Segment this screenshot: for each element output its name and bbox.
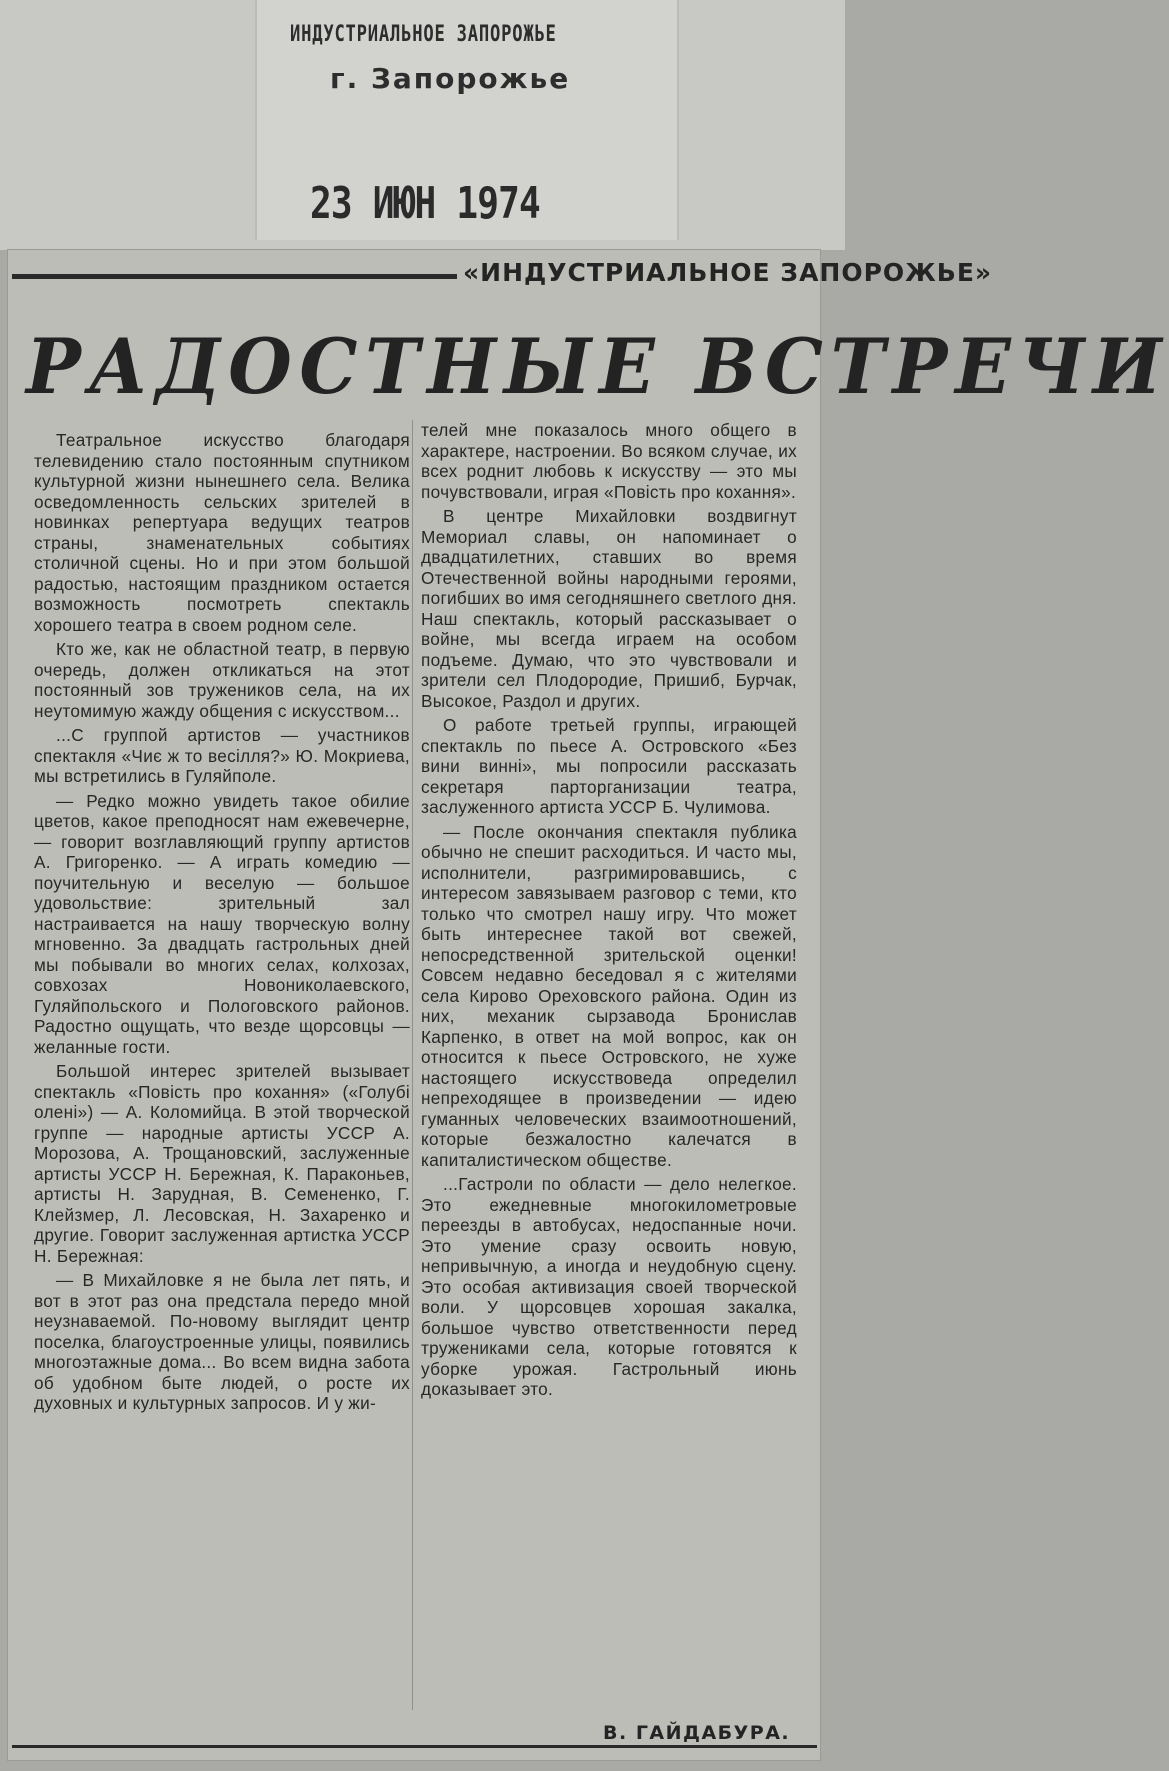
paragraph: Театральное искусство благодаря телевидению стало постоянным спутником культурной жизни нынешнего села. Велика осведомленность сельских зрителей в новинках репертуара ведущих театров страны, знаменательных событиях столичной сцены. Но и при этом большой радостью, настоящим праздником остается возможность посмотреть спектакль хорошего театра в своем родном селе.: [34, 430, 410, 635]
stamp-city: г. Запорожье: [330, 62, 571, 95]
paragraph: ...Гастроли по области — дело нелегкое. Это ежедневные многокилометровые переезды в автобусах, недоспанные ночи. Это умение сразу освоить новую, непривычную, а иногда и неудобную сцену. Это особая активизация своей творческой воли. У щорсовцев хорошая закалка, большое чувство ответственности перед тружениками села, которые готовятся к уборке урожая. Гастрольный июнь доказывает это.: [421, 1174, 797, 1399]
paragraph: Кто же, как не областной театр, в первую очередь, должен откликаться на этот постоянный зов тружеников села, на их неутомимую жажду общения с искусством...: [34, 639, 410, 721]
newspaper-clipping: [8, 250, 1169, 1760]
date-stamp: 23 ИЮН 1974: [310, 178, 540, 229]
article-column-right: [421, 420, 797, 1404]
stamp-newspaper-name: ИНДУСТРИАЛЬНОЕ ЗАПОРОЖЬЕ: [290, 22, 557, 47]
paragraph: телей мне показалось много общего в характере, настроении. Во всяком случае, их всех роднит любовь к искусству — это мы почувствовали, играя «Повість про кохання».: [421, 420, 797, 502]
column-divider: [412, 420, 413, 1710]
paragraph: — Редко можно увидеть такое обилие цветов, какое преподносят нам ежевечерне, — говорит возглавляющий группу артистов А. Григоренко. — А играть комедию — поучительную и веселую — большое удовольствие: зрительный зал настраивается на нашу творческую волну мгновенно. За двадцать гастрольных дней мы побывали во многих селах, колхозах, совхозах Новониколаевского, Гуляйпольского и Пологовского районов. Радостно ощущать, что везде щорсовцы — желанные гости.: [34, 790, 410, 1057]
paragraph: — В Михайловке я не была лет пять, и вот в этот раз она предстала передо мной неузнаваемой. По-новому выглядит центр поселка, благоустроенные улицы, появились многоэтажные дома... Во всем видна забота об удобном быте людей, о росте их духовных и культурных запросов. И у жи-: [34, 1270, 410, 1413]
author-signature: В. ГАЙДАБУРА.: [603, 1722, 791, 1744]
paragraph: В центре Михайловки воздвигнут Мемориал славы, он напоминает о двадцатилетних, ставших во время Отечественной войны народными героями, погибших во имя сегодняшнего светлого дня. Наш спектакль, который рассказывает о войне, мы всегда играем на особом подъеме. Думаю, что это чувствовали и зрители сел Плодородие, Пришиб, Бурчак, Высокое, Раздол и других.: [421, 506, 797, 711]
paragraph: Большой интерес зрителей вызывает спектакль «Повість про кохання» («Голубі олені») — А. Коломийца. В этой творческой группе — народные артисты УССР А. Морозова, А. Трощановский, заслуженные артисты УССР Н. Бережная, К. Параконьев, артисты Н. Зарудная, В. Семененко, Г. Клейзмер, Л. Лесовская, Н. Захаренко и другие. Говорит заслуженная артистка УССР Н. Бережная:: [34, 1061, 410, 1266]
newspaper-title: «ИНДУСТРИАЛЬНОЕ ЗАПОРОЖЬЕ»: [463, 258, 993, 287]
paragraph: — После окончания спектакля публика обычно не спешит расходиться. И часто мы, исполнители, разгримировавшись, с интересом завязываем разговор с теми, кто только что смотрел нашу игру. Что может быть интереснее такой вот свежей, непосредственной зрительской оценки! Совсем недавно беседовал я с жителями села Кирово Ореховского района. Один из них, механик сырзавода Бронислав Карпенко, в ответ на мой вопрос, как он относится к пьесе Островского, не хуже настоящего искусствоведа определил непреходящее в произведении — идею гуманных человеческих взаимоотношений, которые безжалостно калечатся в капиталистическом обществе.: [421, 821, 797, 1170]
masthead-rule: [12, 274, 457, 279]
paragraph: ...С группой артистов — участников спектакля «Чиє ж то весілля?» Ю. Мокриева, мы встретились в Гуляйполе.: [34, 725, 410, 786]
article-headline: РАДОСТНЫЕ ВСТРЕЧИ: [26, 322, 1169, 411]
paragraph: О работе третьей группы, играющей спектакль по пьесе А. Островского «Без вини винні», мы попросили рассказать секретаря парторганизации театра, заслуженного артиста УССР Б. Чулимова.: [421, 715, 797, 817]
article-column-left: [34, 430, 410, 1418]
footer-rule: [12, 1745, 817, 1748]
